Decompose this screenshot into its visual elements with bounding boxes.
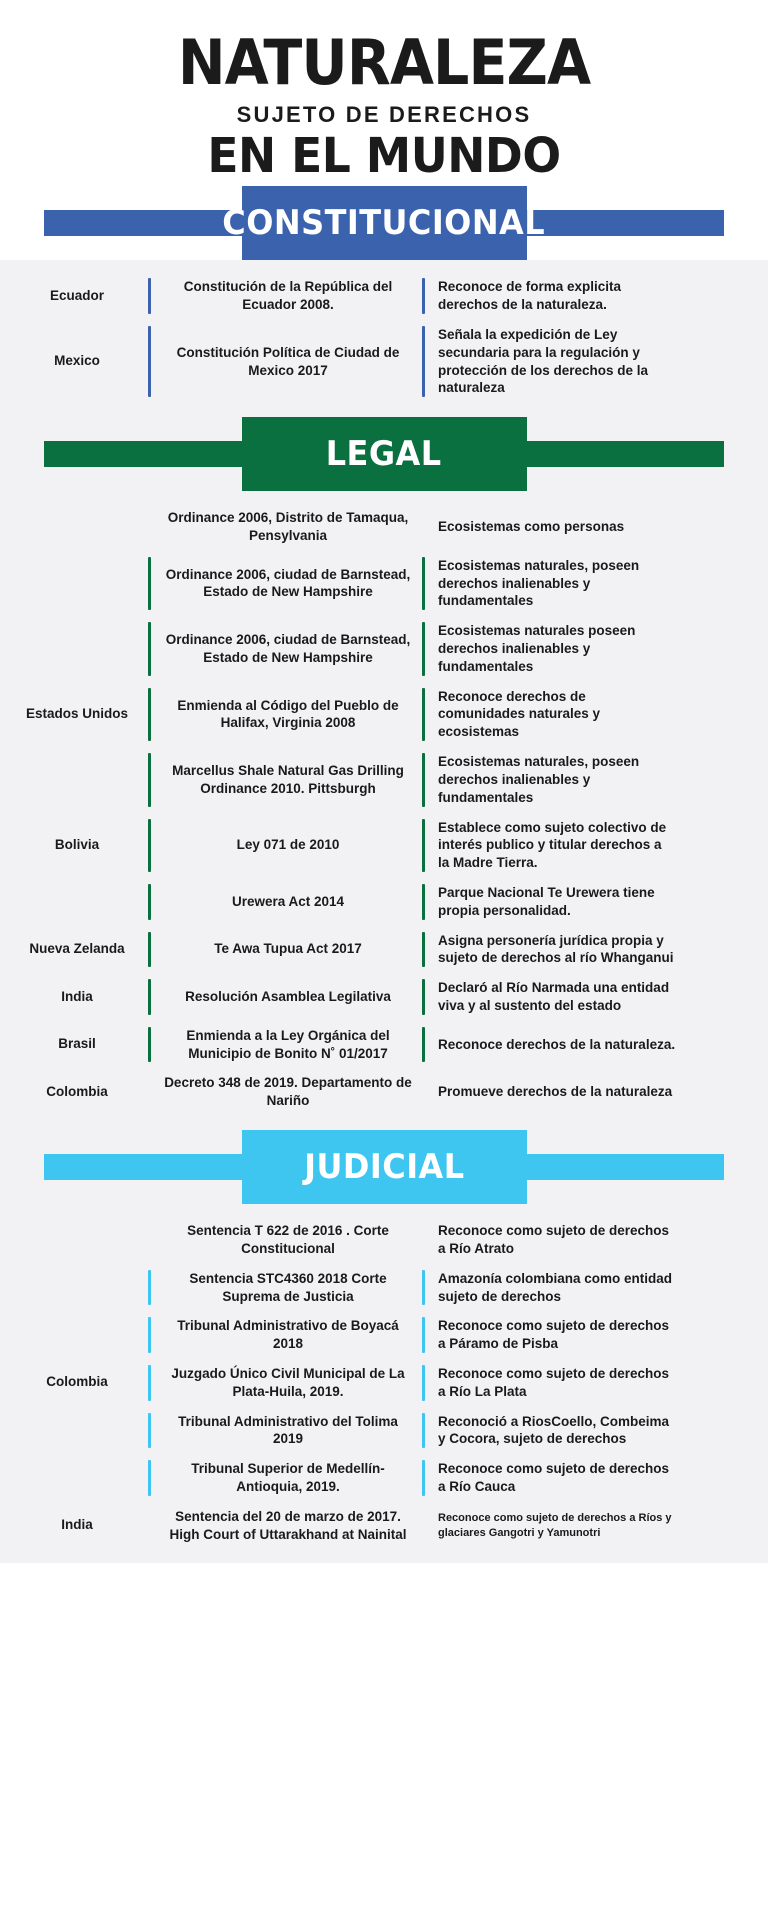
table-row: [16, 926, 752, 974]
row-country: India: [61, 988, 93, 1004]
row-norm: Ordinance 2006, Distrito de Tamaqua, Pensylvania: [167, 510, 409, 543]
row-divider-left: [148, 278, 151, 314]
row-country: Bolivia: [54, 836, 100, 852]
row-effect: Reconoció a RiosCoello, Combeima y Cocora, sujeto de derechos: [438, 1413, 670, 1447]
row-country: Nueva Zelanda: [29, 940, 125, 956]
table-row: [16, 1359, 752, 1407]
banner-box-judicial: [242, 1130, 527, 1204]
section-title-judicial: JUDICIAL: [303, 1147, 465, 1188]
row-divider-left: [148, 688, 151, 741]
row-divider-right: [422, 509, 425, 545]
row-divider-right: [422, 1460, 425, 1496]
row-norm: Constitución de la República del Ecuador 2008.: [183, 279, 393, 313]
row-divider-left: [148, 509, 151, 545]
row-norm: Ordinance 2006, ciudad de Barnstead, Estado de New Hampshire: [165, 632, 411, 665]
banner-box-legal: [242, 417, 527, 491]
row-divider-left: [148, 1460, 151, 1496]
row-divider-right: [422, 557, 425, 610]
table-row: [16, 1311, 752, 1359]
row-divider-right: [422, 326, 425, 397]
row-divider-right: [422, 1508, 425, 1544]
table-row: [16, 503, 752, 551]
rows-legal: [0, 497, 768, 1120]
row-divider-left: [148, 753, 151, 806]
row-effect: Reconoce como sujeto de derechos a Ríos y glaciares Gangotri y Yamunotri: [438, 1512, 672, 1539]
row-norm: Ordinance 2006, ciudad de Barnstead, Estado de New Hampshire: [165, 566, 411, 600]
table-row: [16, 973, 752, 1021]
row-country: Mexico: [54, 353, 100, 369]
row-divider-right: [422, 979, 425, 1015]
section-body-constitucional: [0, 260, 768, 417]
row-divider-right: [422, 1317, 425, 1353]
row-divider-left: [148, 1317, 151, 1353]
row-divider-right: [422, 753, 425, 806]
section-banner-legal: [0, 417, 768, 491]
section-body-legal: [0, 491, 768, 1130]
row-country: Colombia: [46, 1083, 108, 1099]
page-title-second-line: EN EL MUNDO: [207, 128, 561, 185]
table-row: [16, 320, 752, 403]
row-divider-left: [148, 1222, 151, 1258]
row-norm: Tribunal Administrativo de Boyacá 2018: [177, 1318, 399, 1352]
row-effect: Ecosistemas naturales, poseen derechos inalienables y fundamentales: [438, 557, 640, 609]
row-norm: Ley 071 de 2010: [236, 837, 340, 853]
row-norm: Sentencia del 20 de marzo de 2017. High Court of Uttarakhand at Nainital: [169, 1508, 407, 1542]
poster-header: [0, 0, 768, 186]
row-divider-right: [422, 819, 425, 872]
row-effect: Reconoce derechos de comunidades naturales y ecosistemas: [438, 688, 601, 740]
row-country: Ecuador: [49, 287, 104, 303]
section-title-constitucional: CONSTITUCIONAL: [222, 203, 546, 244]
row-effect: Amazonía colombiana como entidad sujeto de derechos: [438, 1270, 673, 1304]
row-divider-left: [148, 1270, 151, 1306]
row-divider-right: [422, 688, 425, 741]
row-effect: Reconoce de forma explicita derechos de la naturaleza.: [438, 279, 622, 313]
section-body-judicial: [0, 1204, 768, 1563]
row-divider-left: [148, 1365, 151, 1401]
table-row: [16, 272, 752, 320]
row-divider-left: [148, 1027, 151, 1063]
row-divider-right: [422, 1027, 425, 1063]
row-norm: Sentencia STC4360 2018 Corte Suprema de Justicia: [189, 1270, 387, 1304]
section-judicial: [0, 1130, 768, 1563]
row-effect: Asigna personería jurídica propia y sujeto de derechos al río Whanganui: [438, 932, 674, 966]
row-divider-left: [148, 884, 151, 920]
row-effect: Reconoce derechos de la naturaleza.: [438, 1036, 676, 1052]
row-divider-left: [148, 932, 151, 968]
row-effect: Promueve derechos de la naturaleza: [438, 1084, 673, 1100]
row-divider-right: [422, 1365, 425, 1401]
row-divider-right: [422, 932, 425, 968]
row-effect: Ecosistemas naturales, poseen derechos inalienables y fundamentales: [438, 754, 640, 805]
row-effect: Parque Nacional Te Urewera tiene propia personalidad.: [438, 884, 655, 918]
row-effect: Ecosistemas como personas: [438, 519, 625, 535]
row-effect: Señala la expedición de Ley secundaria para la regulación y protección de los derechos de la naturaleza: [438, 326, 649, 396]
row-effect: Establece como sujeto colectivo de interés publico y titular derechos a la Madre Tierra.: [438, 819, 667, 871]
row-divider-left: [148, 1413, 151, 1449]
section-legal: [0, 417, 768, 1130]
row-effect: Reconoce como sujeto de derechos a Río La Plata: [438, 1365, 670, 1399]
row-divider-left: [148, 557, 151, 610]
row-country: Colombia: [46, 1374, 108, 1390]
row-divider-right: [422, 1270, 425, 1306]
row-norm: Te Awa Tupua Act 2017: [214, 941, 362, 957]
row-norm: Resolución Asamblea Legilativa: [185, 989, 391, 1005]
table-row: [16, 1454, 752, 1502]
row-norm: Sentencia T 622 de 2016 . Corte Constitucional: [187, 1223, 389, 1256]
row-effect: Reconoce como sujeto de derechos a Río Cauca: [438, 1461, 670, 1495]
row-norm: Tribunal Administrativo del Tolima 2019: [178, 1413, 398, 1447]
sections-container: [0, 186, 768, 1563]
row-effect: Declaró al Río Narmada una entidad viva y al sustento del estado: [438, 980, 670, 1014]
banner-box-constitucional: [222, 186, 546, 260]
rows-constitucional: [0, 266, 768, 407]
row-divider-left: [148, 622, 151, 675]
row-norm: Juzgado Único Civil Municipal de La Plata-Huila, 2019.: [171, 1365, 405, 1399]
row-country: Brasil: [58, 1036, 96, 1052]
table-row: [16, 616, 752, 681]
row-divider-left: [148, 1508, 151, 1544]
table-row: [16, 1021, 752, 1069]
row-norm: Marcellus Shale Natural Gas Drilling Ordinance 2010. Pittsburgh: [172, 762, 404, 796]
section-title-legal: LEGAL: [326, 434, 442, 475]
row-divider-right: [422, 622, 425, 675]
row-norm: Urewera Act 2014: [231, 893, 345, 909]
row-norm: Tribunal Superior de Medellín-Antioquia, 2019.: [191, 1461, 385, 1495]
section-banner-constitucional: [0, 186, 768, 260]
row-divider-left: [148, 979, 151, 1015]
row-divider-left: [148, 326, 151, 397]
row-norm: Decreto 348 de 2019. Departamento de Nariño: [164, 1075, 412, 1109]
row-divider-right: [422, 884, 425, 920]
row-effect: Ecosistemas naturales poseen derechos inalienables y fundamentales: [438, 623, 636, 674]
table-row: [16, 682, 752, 747]
table-row: [16, 1216, 752, 1264]
section-banner-judicial: [0, 1130, 768, 1204]
row-divider-right: [422, 278, 425, 314]
table-row: [16, 1407, 752, 1455]
row-divider-right: [422, 1074, 425, 1110]
table-row: [16, 747, 752, 812]
rows-judicial: [0, 1210, 768, 1553]
row-effect: Reconoce como sujeto de derechos a Páramo de Pisba: [438, 1318, 670, 1352]
row-country: Estados Unidos: [25, 705, 128, 721]
page-subtitle: SUJETO DE DERECHOS: [236, 102, 532, 128]
table-row: [16, 813, 752, 878]
row-divider-right: [422, 1222, 425, 1258]
row-divider-left: [148, 819, 151, 872]
table-row: [16, 878, 752, 926]
row-country: India: [61, 1517, 93, 1533]
row-norm: Enmienda a la Ley Orgánica del Municipio de Bonito N˚ 01/2017: [186, 1027, 390, 1061]
table-row: [16, 1068, 752, 1116]
table-row: [16, 1264, 752, 1312]
table-row: [16, 551, 752, 616]
row-effect: Reconoce como sujeto de derechos a Río Atrato: [438, 1223, 670, 1256]
row-norm: Constitución Política de Ciudad de Mexico 2017: [176, 344, 400, 378]
page-title: NATURALEZA: [177, 26, 591, 99]
row-divider-left: [148, 1074, 151, 1110]
section-constitucional: [0, 186, 768, 417]
row-norm: Enmienda al Código del Pueblo de Halifax, Virginia 2008: [177, 697, 399, 731]
row-divider-right: [422, 1413, 425, 1449]
table-row: [16, 1502, 752, 1550]
